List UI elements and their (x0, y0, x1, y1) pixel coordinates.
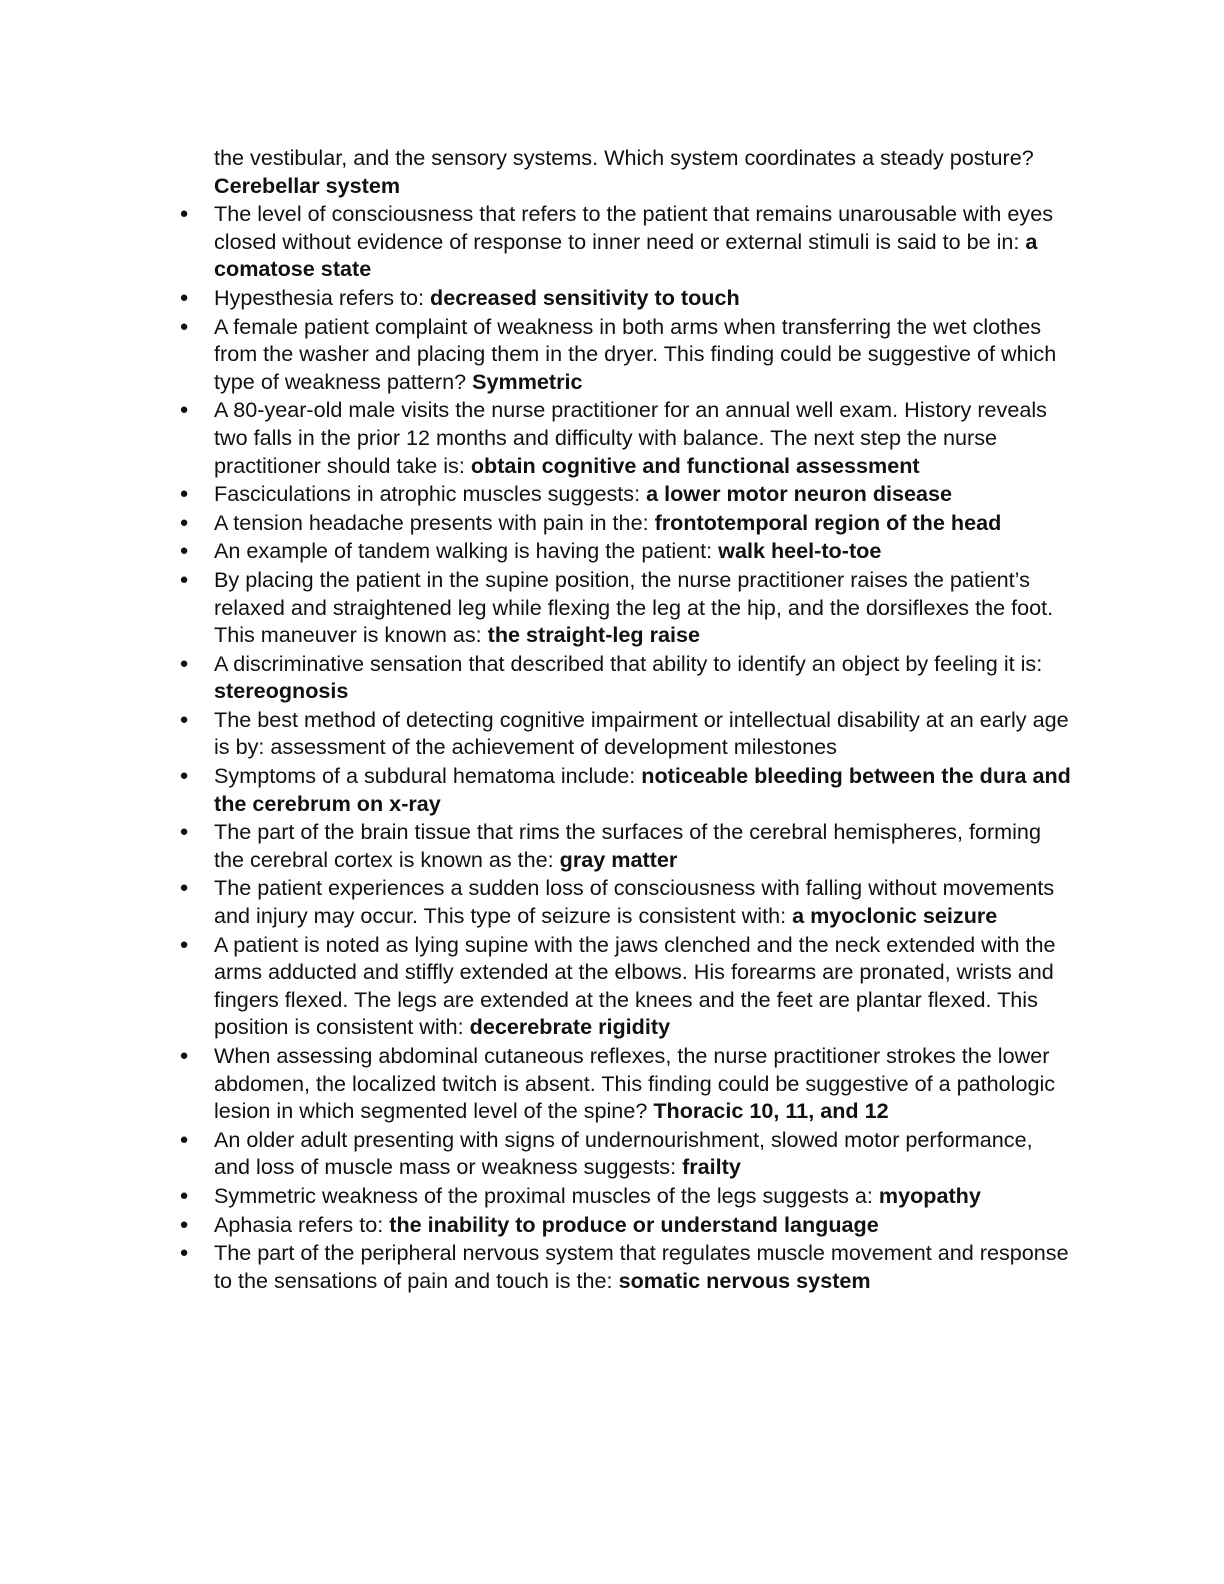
answer-text: the inability to produce or understand language (389, 1211, 879, 1237)
list-item (179, 931, 1074, 1041)
question-text: A discriminative sensation that described that ability to identify an object by feeling it is: (214, 650, 1043, 676)
bullet-icon: ● (179, 879, 189, 897)
list-item (179, 396, 1074, 479)
question-text: The patient experiences a sudden loss of consciousness with falling without movements and injury may occur. This type of seizure is consistent with: (214, 875, 1055, 929)
bullet-icon: ● (179, 767, 189, 785)
bullet-icon: ● (179, 513, 189, 531)
question-text: the vestibular, and the sensory systems. Which system coordinates a steady posture? (214, 145, 1034, 170)
bullet-icon: ● (179, 654, 189, 672)
question-text: Aphasia refers to: (214, 1211, 384, 1237)
list-item (179, 650, 1074, 705)
question-list (179, 200, 1074, 1294)
answer-text: frailty (682, 1154, 741, 1180)
question-text: The level of consciousness that refers to the patient that remains unarousable with eyes closed without evidence of response to inner need or external stimuli is said to be in: (214, 201, 1054, 254)
answer-text: walk heel-to-toe (718, 538, 882, 564)
answer-text: Cerebellar system (214, 172, 401, 198)
answer-text: a comatose state (214, 228, 1038, 282)
question-text: When assessing abdominal cutaneous reflexes, the nurse practitioner strokes the lower abdomen, the localized twitch is absent. This finding could be suggestive of a pathologic lesion in which segmented level of the spine? (214, 1043, 1056, 1124)
answer-text: a myoclonic seizure (792, 903, 998, 929)
answer-text: Thoracic 10, 11, and 12 (653, 1098, 889, 1124)
list-item (179, 1239, 1074, 1294)
bullet-icon: ● (179, 710, 189, 728)
question-text: An example of tandem walking is having the patient: (214, 538, 713, 564)
list-item (179, 200, 1074, 283)
question-text: Hypesthesia refers to: (214, 284, 425, 310)
question-text: Symmetric weakness of the proximal muscles of the legs suggests a: (214, 1182, 873, 1208)
answer-text: stereognosis (214, 678, 349, 704)
bullet-icon: ● (179, 288, 189, 306)
bullet-icon: ● (179, 1215, 189, 1233)
list-item (179, 706, 1074, 761)
answer-text: Symmetric (472, 368, 583, 394)
question-text: By placing the patient in the supine position, the nurse practitioner raises the patient’s relaxed and straightened leg while flexing the leg at the hip, and the dorsiflexes the foot. This maneuver is known as: (214, 566, 1054, 648)
list-item (179, 537, 1074, 565)
question-text: Fasciculations in atrophic muscles suggests: (214, 481, 641, 507)
bullet-icon: ● (179, 570, 189, 588)
question-text: A patient is noted as lying supine with the jaws clenched and the neck extended with the arms adducted and stiffly extended at the elbows. His forearms are pronated, wrists and fingers flexed. The legs are extended at the knees and the feet are plantar flexed. This position is consistent with: (214, 931, 1056, 1040)
question-text: A female patient complaint of weakness in both arms when transferring the wet clothes from the washer and placing them in the dryer. This finding could be suggestive of which type of weakness pattern? (214, 313, 1057, 394)
bullet-icon: ● (179, 485, 189, 503)
answer-text: gray matter (559, 846, 678, 872)
list-item (179, 566, 1074, 649)
answer-text: decreased sensitivity to touch (430, 284, 740, 310)
list-item (179, 1042, 1074, 1125)
answer-text: myopathy (878, 1182, 981, 1208)
question-text: The part of the peripheral nervous system that regulates muscle movement and response to the sensations of pain and touch is the: (214, 1240, 1069, 1293)
list-item (179, 1211, 1074, 1239)
answer-text: obtain cognitive and functional assessment (470, 452, 920, 478)
question-text: Symptoms of a subdural hematoma include: (214, 763, 636, 789)
list-item (179, 1126, 1074, 1181)
answer-text: somatic nervous system (618, 1267, 871, 1293)
bullet-icon: ● (179, 935, 189, 953)
list-item (179, 1182, 1074, 1210)
bullet-icon: ● (179, 317, 189, 335)
bullet-icon: ● (179, 823, 189, 841)
list-item (179, 874, 1074, 929)
answer-text: noticeable bleeding between the dura and the cerebrum on x-ray (214, 763, 1071, 816)
question-text: An older adult presenting with signs of undernourishment, slowed motor performance, and loss of muscle mass or weakness suggests: (214, 1126, 1033, 1180)
list-item (179, 480, 1074, 508)
list-item (179, 509, 1074, 537)
answer-text: a lower motor neuron disease (646, 481, 953, 507)
document-content (179, 144, 1074, 1295)
bullet-icon: ● (179, 1047, 189, 1064)
list-item (179, 313, 1074, 396)
list-item (179, 818, 1074, 873)
bullet-icon: ● (179, 1186, 189, 1204)
list-item (179, 284, 1074, 312)
continued-question (214, 144, 1074, 199)
answer-text: frontotemporal region of the head (654, 509, 1002, 535)
answer-text: decerebrate rigidity (469, 1014, 671, 1040)
answer-text: the straight-leg raise (487, 622, 701, 648)
list-item (179, 762, 1074, 817)
answer-text: assessment of the achievement of development milestones (270, 734, 837, 760)
question-text: The part of the brain tissue that rims the surfaces of the cerebral hemispheres, forming the cerebral cortex is known as the: (214, 819, 1041, 872)
question-text: The best method of detecting cognitive impairment or intellectual disability at an early age is by: (214, 706, 1069, 760)
bullet-icon: ● (179, 542, 189, 560)
bullet-icon: ● (179, 401, 189, 419)
question-text: A tension headache presents with pain in the: (214, 509, 649, 535)
question-text: A 80-year-old male visits the nurse practitioner for an annual well exam. History reveals two falls in the prior 12 months and difficulty with balance. The next step the nurse practitioner should take is: (214, 397, 1047, 478)
bullet-icon: ● (179, 1130, 189, 1148)
bullet-icon: ● (179, 1244, 189, 1262)
bullet-icon: ● (179, 205, 189, 223)
